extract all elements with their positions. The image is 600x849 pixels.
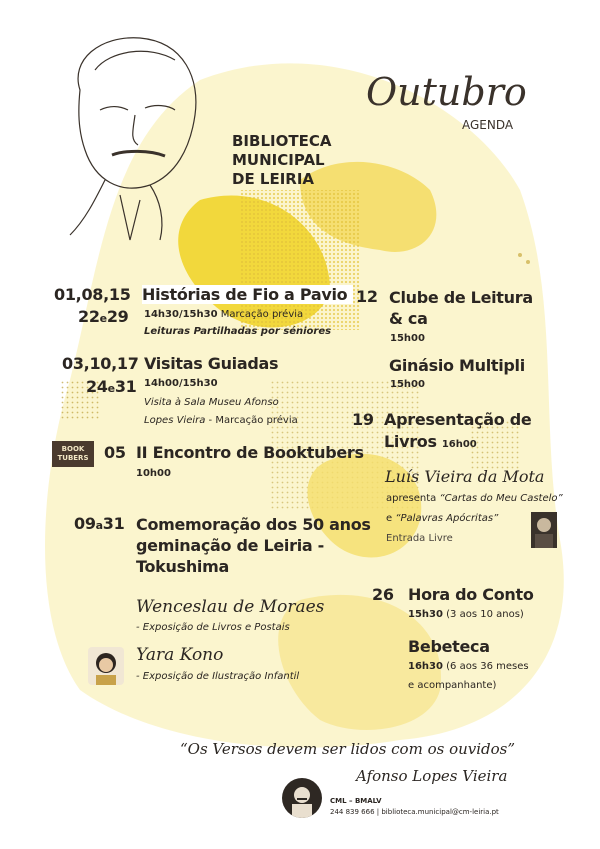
portrait-logo-icon xyxy=(282,778,322,818)
event-4-date-c: 31 xyxy=(102,514,125,533)
event-2-sub2 xyxy=(144,415,298,426)
booktubers-logo-text: BOOK TUBERS xyxy=(57,445,89,462)
quote-author: Afonso Lopes Vieira xyxy=(356,767,508,785)
event-4-date-a: 09 xyxy=(74,514,96,533)
r-event-2-time: 15h00 xyxy=(390,379,425,390)
event-1-date2c: 29 xyxy=(106,307,129,326)
agenda-label: AGENDA xyxy=(462,118,514,132)
avatar-icon xyxy=(88,647,124,685)
event-4-title1: Comemoração dos 50 anos xyxy=(136,515,371,534)
exhibit-2-name: Yara Kono xyxy=(136,645,224,665)
r-event-5-time-value: 16h30 xyxy=(408,661,443,672)
r-event-1-title1: Clube de Leitura xyxy=(389,288,533,307)
event-1-date2a: 22 xyxy=(78,307,100,326)
r-event-1-title xyxy=(389,287,533,329)
r-event-3-title2-row xyxy=(384,432,477,451)
r-event-2-title: Ginásio Multipli xyxy=(389,356,525,375)
r-event-3-line1 xyxy=(386,493,563,504)
r-event-4-date: 26 xyxy=(372,585,394,604)
event-3-time: 10h00 xyxy=(136,468,171,479)
event-1-date: 01,08,15 xyxy=(54,285,131,304)
event-2-date2 xyxy=(86,377,137,396)
r-event-5-time xyxy=(408,661,529,672)
footer-sep: | xyxy=(374,808,382,816)
event-2-sub2b: - Marcação prévia xyxy=(205,415,298,426)
event-1-title: Histórias de Fio a Pavio xyxy=(142,285,353,304)
r-event-5-time-note2: e acompanhante) xyxy=(408,680,497,691)
r-event-3-title1: Apresentação de xyxy=(384,410,532,429)
r-event-5-time-note: (6 aos 36 meses xyxy=(442,661,529,672)
quote-text: “Os Versos devem ser lidos com os ouvidos” xyxy=(180,740,516,758)
library-line-3: DE LEIRIA xyxy=(232,170,315,188)
event-1-time-value: 14h30/15h30 xyxy=(144,309,218,320)
footer-email[interactable]: biblioteca.municipal@cm-leiria.pt xyxy=(381,808,499,816)
event-4-date xyxy=(74,514,124,533)
event-2-date2b: e xyxy=(107,382,115,395)
r-event-4-title: Hora do Conto xyxy=(408,585,534,604)
event-2-date2a: 24 xyxy=(86,377,108,396)
booktubers-logo xyxy=(52,441,94,467)
r-event-3-title2: Livros xyxy=(384,432,437,451)
event-3-title: II Encontro de Booktubers xyxy=(136,443,364,462)
r-event-3-line1b: “Cartas do Meu Castelo” xyxy=(439,493,563,504)
r-event-3-line3: Entrada Livre xyxy=(386,533,453,544)
r-event-3-line2b: “Palavras Apócritas” xyxy=(395,513,499,524)
r-event-1-time: 15h00 xyxy=(390,333,425,344)
event-4-title3: Tokushima xyxy=(136,557,229,576)
r-event-1-title2: & ca xyxy=(389,309,428,328)
r-event-4-time-note: (3 aos 10 anos) xyxy=(442,609,524,620)
event-1-time-note: Marcação prévia xyxy=(217,309,304,320)
r-event-3-line1a: apresenta xyxy=(386,493,440,504)
event-2-sub1: Visita à Sala Museu Afonso xyxy=(144,397,279,408)
library-line-1: BIBLIOTECA xyxy=(232,132,332,150)
r-event-4-time xyxy=(408,609,524,620)
event-1-time xyxy=(144,309,303,320)
library-name xyxy=(232,132,331,189)
event-4-date-b: a xyxy=(95,519,103,532)
exhibit-1-desc: - Exposição de Livros e Postais xyxy=(136,622,290,633)
r-event-3-date: 19 xyxy=(352,410,374,429)
yara-kono-portrait xyxy=(88,647,124,685)
r-event-3-author: Luís Vieira da Mota xyxy=(385,467,545,486)
exhibit-1-name: Wenceslau de Moraes xyxy=(136,597,325,617)
r-event-4-time-value: 15h30 xyxy=(408,609,443,620)
event-2-date2c: 31 xyxy=(114,377,137,396)
event-2-date: 03,10,17 xyxy=(62,354,139,373)
footer-contact xyxy=(330,808,499,816)
event-2-title: Visitas Guiadas xyxy=(144,354,279,373)
event-4-title xyxy=(136,514,371,577)
footer-phone: 244 839 666 xyxy=(330,808,375,816)
month-title: Outubro xyxy=(366,70,527,114)
r-event-1-date: 12 xyxy=(356,287,378,306)
library-line-2: MUNICIPAL xyxy=(232,151,325,169)
event-1-date2b: e xyxy=(99,312,107,325)
event-2-sub2a: Lopes Vieira xyxy=(144,415,206,426)
event-2-time: 14h00/15h30 xyxy=(144,378,218,389)
event-1-date2 xyxy=(78,307,129,326)
r-event-3-line2a: e xyxy=(386,513,396,524)
r-event-5-title: Bebeteca xyxy=(408,637,490,656)
author-photo-icon xyxy=(531,512,557,548)
footer-logo xyxy=(282,778,322,818)
event-3-date: 05 xyxy=(104,443,126,462)
exhibit-2-desc: - Exposição de Ilustração Infantil xyxy=(136,671,300,682)
event-4-title2: geminação de Leiria - xyxy=(136,536,324,555)
r-event-3-time: 16h00 xyxy=(441,439,477,450)
event-1-sub: Leituras Partilhadas por séniores xyxy=(144,326,332,337)
footer-org: CML – BMALV xyxy=(330,797,382,805)
author-portrait xyxy=(531,512,557,548)
r-event-3-line2 xyxy=(386,513,498,524)
